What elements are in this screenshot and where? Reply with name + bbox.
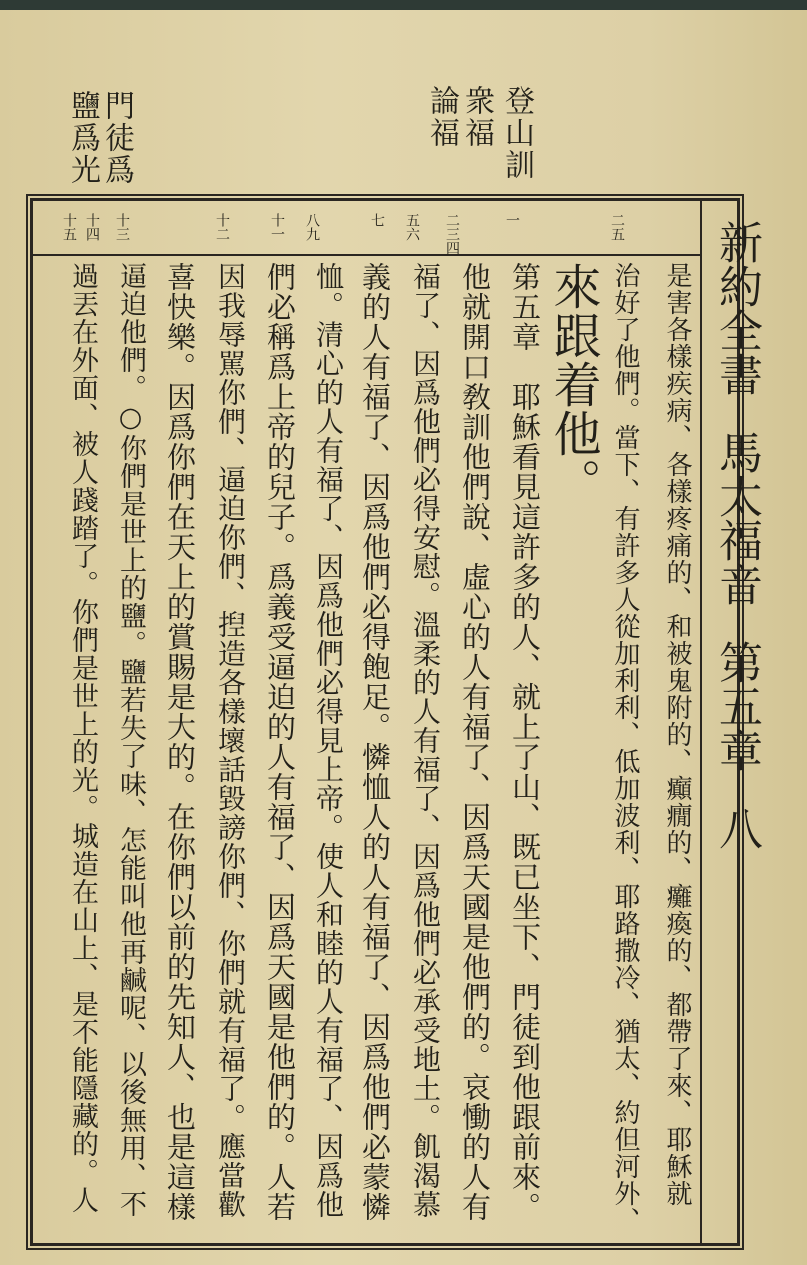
text-column: 喜快樂。因爲你們在天上的賞賜是大的。在你們以前的先知人、也是這樣: [163, 262, 197, 1222]
topic-disciples: 門徒爲: [99, 90, 134, 186]
text-column: 第五章 耶穌看見這許多的人、就上了山、既已坐下、門徒到他跟前來。: [508, 262, 542, 1222]
text-column: 們必稱爲上帝的兒子。爲義受逼迫的人有福了、因爲天國是他們的。人若: [263, 262, 297, 1222]
text-column: 恤。清心的人有福了、因爲他們必得見上帝。使人和睦的人有福了、因爲他: [312, 262, 345, 1219]
text-column: 義的人有福了、因爲他們必得飽足。憐恤人的人有福了、因爲他們必蒙憐: [358, 262, 392, 1222]
verse-ref: 七: [369, 213, 385, 227]
top-edge: [0, 0, 807, 10]
chapter-title: 第五章: [711, 640, 762, 772]
verse-ref: 十三: [114, 213, 130, 241]
book-title: 新約全書: [711, 220, 762, 396]
topic-sermon-on-mount: 登山訓: [499, 85, 534, 181]
verse-ref: 二三四: [444, 213, 460, 255]
verse-ref: 八九: [304, 213, 320, 241]
topic-on-blessing: 論福: [424, 85, 459, 149]
text-column: 治好了他們。當下、有許多人從加利利、低加波利、耶路撒冷、猶太、約但河外、: [610, 262, 640, 1234]
verse-ref: 十四: [84, 213, 100, 241]
verse-ref: 十二: [214, 213, 230, 241]
verse-ref: 一: [504, 213, 520, 227]
verse-ref: 五六: [404, 213, 420, 241]
verse-ref: 十一: [269, 213, 285, 241]
verse-ref: 十五: [61, 213, 77, 241]
text-column: 過丟在外面、被人踐踏了。你們是世上的光。城造在山上、是不能隱藏的。人: [67, 262, 98, 1214]
running-header: [711, 220, 762, 850]
verse-ref: 二五: [609, 213, 625, 241]
text-column: 逼迫他們。○你們是世上的鹽。鹽若失了味、怎能叫他再鹹呢、以後無用、不: [115, 262, 146, 1218]
text-column: 來跟着他。: [545, 262, 601, 507]
topic-salt-light: 鹽爲光: [65, 90, 100, 186]
text-column: 因我辱駡你們、逼迫你們、揑造各樣壞話毀謗你們、你們就有福了。應當歡: [214, 262, 247, 1219]
page-number: 八: [711, 806, 762, 850]
topic-beatitudes: 衆福: [459, 85, 494, 149]
text-column: 福了、因爲他們必得安慰。溫柔的人有福了、因爲他們必承受地土。飢渴慕: [409, 262, 442, 1219]
text-column: 他就開口敎訓他們說、虛心的人有福了、因爲天國是他們的。哀慟的人有: [458, 262, 492, 1222]
verse-ref-divider: [30, 254, 700, 256]
text-column: 是害各樣疾病、各樣疼痛的、和被鬼附的、癲癇的、癱瘓的、都帶了來、耶穌就: [662, 262, 692, 1207]
gospel-title: 馬太福音: [711, 430, 762, 606]
